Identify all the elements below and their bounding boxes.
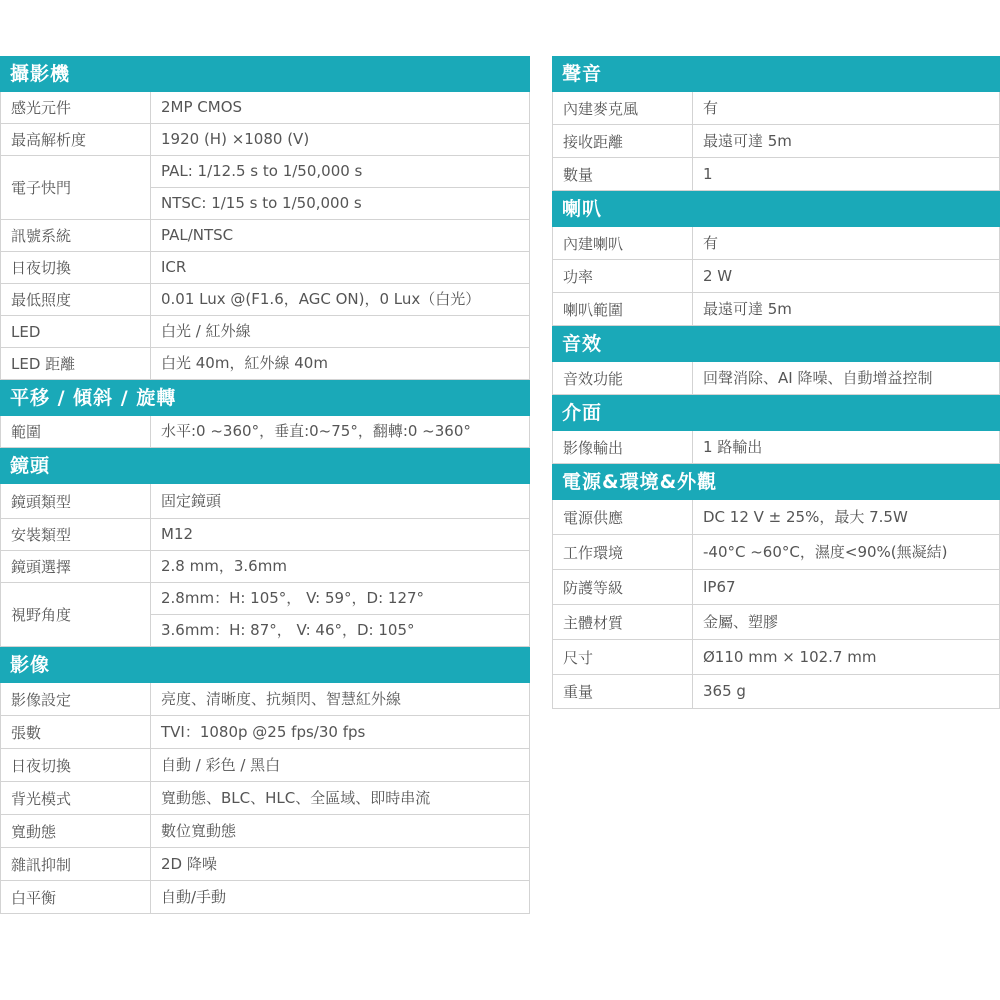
spec-label: 寬動態	[1, 815, 151, 848]
spec-value	[151, 252, 530, 284]
spec-value	[151, 92, 530, 124]
spec-value	[151, 749, 530, 782]
spec-value-line: 1 路輸出	[703, 437, 763, 456]
spec-row	[553, 158, 1000, 191]
section-header: 鏡頭	[0, 448, 530, 484]
spec-value-line: 2.8mm：H: 105°， V: 59°，D: 127°	[161, 589, 425, 607]
spec-label: 數量	[553, 158, 693, 191]
spec-label: 內建麥克風	[553, 92, 693, 125]
spec-label: 日夜切換	[1, 252, 151, 284]
spec-value	[151, 348, 530, 380]
spec-column-right	[552, 56, 1000, 709]
spec-row	[1, 881, 530, 914]
spec-value-line: 有	[703, 98, 719, 117]
spec-value	[693, 125, 1000, 158]
spec-label: 影像設定	[1, 683, 151, 716]
spec-row	[1, 316, 530, 348]
spec-row	[1, 683, 530, 716]
spec-row	[553, 500, 1000, 535]
spec-value	[693, 500, 1000, 535]
spec-value-line: 自動 / 彩色 / 黑白	[161, 755, 281, 774]
spec-label: LED 距離	[1, 348, 151, 380]
spec-value-line: 金屬、塑膠	[703, 612, 779, 631]
spec-value-line: 2D 降噪	[161, 854, 217, 873]
spec-value	[693, 362, 1000, 395]
spec-value-line: 2 W	[703, 266, 733, 285]
spec-table	[0, 683, 530, 914]
section-header: 電源&環境&外觀	[552, 464, 1000, 500]
section-header: 聲音	[552, 56, 1000, 92]
spec-label: 功率	[553, 260, 693, 293]
spec-row	[1, 519, 530, 551]
spec-row	[553, 362, 1000, 395]
spec-label: 喇叭範圍	[553, 293, 693, 326]
spec-label: 鏡頭類型	[1, 484, 151, 519]
spec-value	[693, 570, 1000, 605]
spec-row	[1, 749, 530, 782]
spec-value-line: TVI：1080p @25 fps/30 fps	[161, 722, 366, 741]
spec-label: 雜訊抑制	[1, 848, 151, 881]
spec-value-line: PAL/NTSC	[161, 226, 234, 244]
spec-value-line: 自動/手動	[161, 887, 227, 906]
spec-value	[151, 815, 530, 848]
spec-value	[151, 484, 530, 519]
spec-label: 張數	[1, 716, 151, 749]
spec-label: 影像輸出	[553, 431, 693, 464]
spec-label: 最高解析度	[1, 124, 151, 156]
spec-table	[0, 92, 530, 380]
section-header: 攝影機	[0, 56, 530, 92]
spec-row	[1, 416, 530, 448]
spec-row	[553, 570, 1000, 605]
spec-row	[553, 260, 1000, 293]
spec-value-line: 水平:0 ~360°，垂直:0~75°，翻轉:0 ~360°	[161, 422, 471, 440]
section-header: 喇叭	[552, 191, 1000, 227]
spec-value-line: 3.6mm：H: 87°， V: 46°，D: 105°	[151, 614, 529, 646]
spec-value	[693, 675, 1000, 709]
spec-value-line: 寬動態、BLC、HLC、全區域、即時串流	[161, 788, 431, 807]
spec-label: 音效功能	[553, 362, 693, 395]
spec-label: 感光元件	[1, 92, 151, 124]
spec-row	[1, 92, 530, 124]
spec-value-line: IP67	[703, 577, 736, 596]
spec-value	[693, 260, 1000, 293]
spec-row	[1, 484, 530, 519]
spec-label: 最低照度	[1, 284, 151, 316]
spec-label: 防護等級	[553, 570, 693, 605]
spec-row	[553, 125, 1000, 158]
spec-value-line: 亮度、清晰度、抗頻閃、智慧紅外線	[161, 689, 402, 708]
spec-row	[1, 848, 530, 881]
spec-label: 範圍	[1, 416, 151, 448]
section-header: 音效	[552, 326, 1000, 362]
spec-value-line: 2.8 mm，3.6mm	[161, 557, 287, 575]
spec-value	[151, 316, 530, 348]
spec-value	[151, 416, 530, 448]
spec-value-line: 最遠可達 5m	[703, 131, 792, 150]
spec-table	[0, 484, 530, 647]
spec-row	[553, 675, 1000, 709]
spec-row	[1, 252, 530, 284]
spec-row	[1, 284, 530, 316]
spec-value-line: 白光 / 紅外線	[161, 322, 251, 340]
spec-value	[151, 551, 530, 583]
spec-value-line: 365 g	[703, 682, 746, 700]
spec-table	[552, 500, 1000, 709]
spec-value-line: ICR	[161, 258, 187, 276]
spec-row	[1, 782, 530, 815]
spec-value	[693, 293, 1000, 326]
spec-table	[552, 431, 1000, 464]
spec-label: 主體材質	[553, 605, 693, 640]
spec-label: 內建喇叭	[553, 227, 693, 260]
spec-row	[553, 227, 1000, 260]
spec-label: 工作環境	[553, 535, 693, 570]
spec-value-line: 0.01 Lux @(F1.6，AGC ON)，0 Lux（白光）	[161, 290, 481, 308]
spec-value	[693, 227, 1000, 260]
spec-table	[552, 227, 1000, 326]
spec-value	[693, 158, 1000, 191]
spec-value	[693, 535, 1000, 570]
spec-label: 電源供應	[553, 500, 693, 535]
spec-row	[553, 640, 1000, 675]
spec-row	[1, 220, 530, 252]
spec-table	[0, 416, 530, 448]
spec-value	[151, 156, 530, 220]
spec-row	[1, 156, 530, 220]
spec-label: LED	[1, 316, 151, 348]
spec-value	[693, 431, 1000, 464]
spec-row	[1, 815, 530, 848]
spec-value-line: 2MP CMOS	[161, 98, 243, 116]
spec-value-line: DC 12 V ± 25%，最大 7.5W	[703, 507, 908, 526]
spec-value	[151, 848, 530, 881]
spec-table	[552, 92, 1000, 191]
section-header: 影像	[0, 647, 530, 683]
spec-value-line: 1	[703, 164, 713, 183]
spec-value	[151, 519, 530, 551]
spec-value-line: M12	[161, 525, 194, 543]
spec-label: 電子快門	[1, 156, 151, 220]
spec-row	[1, 124, 530, 156]
spec-value	[151, 683, 530, 716]
spec-value	[151, 716, 530, 749]
spec-value	[693, 640, 1000, 675]
spec-value	[151, 220, 530, 252]
spec-value-line: NTSC: 1/15 s to 1/50,000 s	[151, 187, 529, 219]
spec-value-line: 回聲消除、AI 降噪、自動增益控制	[703, 368, 933, 387]
spec-row	[1, 551, 530, 583]
spec-value-line: 有	[703, 233, 719, 252]
spec-value-line: 數位寬動態	[161, 821, 237, 840]
spec-value-line: -40°C ~60°C，濕度<90%(無凝結)	[703, 542, 948, 561]
spec-value-line: 白光 40m，紅外線 40m	[161, 354, 328, 372]
spec-label: 日夜切換	[1, 749, 151, 782]
spec-value-line: PAL: 1/12.5 s to 1/50,000 s	[161, 162, 363, 180]
spec-value-line: 最遠可達 5m	[703, 299, 792, 318]
spec-row	[1, 716, 530, 749]
spec-value	[693, 605, 1000, 640]
section-header: 介面	[552, 395, 1000, 431]
spec-value	[151, 583, 530, 647]
spec-label: 重量	[553, 675, 693, 709]
spec-row	[553, 605, 1000, 640]
spec-value-line: 固定鏡頭	[161, 491, 222, 510]
spec-value	[151, 124, 530, 156]
spec-value	[151, 284, 530, 316]
spec-table	[552, 362, 1000, 395]
spec-row	[553, 535, 1000, 570]
spec-label: 尺寸	[553, 640, 693, 675]
spec-value	[693, 92, 1000, 125]
spec-value	[151, 881, 530, 914]
spec-row	[1, 583, 530, 647]
spec-row	[553, 293, 1000, 326]
spec-value-line: 1920 (H) ×1080 (V)	[161, 130, 310, 148]
section-header: 平移 / 傾斜 / 旋轉	[0, 380, 530, 416]
spec-label: 鏡頭選擇	[1, 551, 151, 583]
spec-label: 背光模式	[1, 782, 151, 815]
spec-row	[1, 348, 530, 380]
spec-value-line: Ø110 mm × 102.7 mm	[703, 647, 877, 666]
spec-row	[553, 92, 1000, 125]
spec-value	[151, 782, 530, 815]
spec-label: 接收距離	[553, 125, 693, 158]
spec-column-left	[0, 56, 530, 914]
spec-row	[553, 431, 1000, 464]
spec-label: 白平衡	[1, 881, 151, 914]
spec-label: 安裝類型	[1, 519, 151, 551]
spec-label: 訊號系統	[1, 220, 151, 252]
spec-label: 視野角度	[1, 583, 151, 647]
